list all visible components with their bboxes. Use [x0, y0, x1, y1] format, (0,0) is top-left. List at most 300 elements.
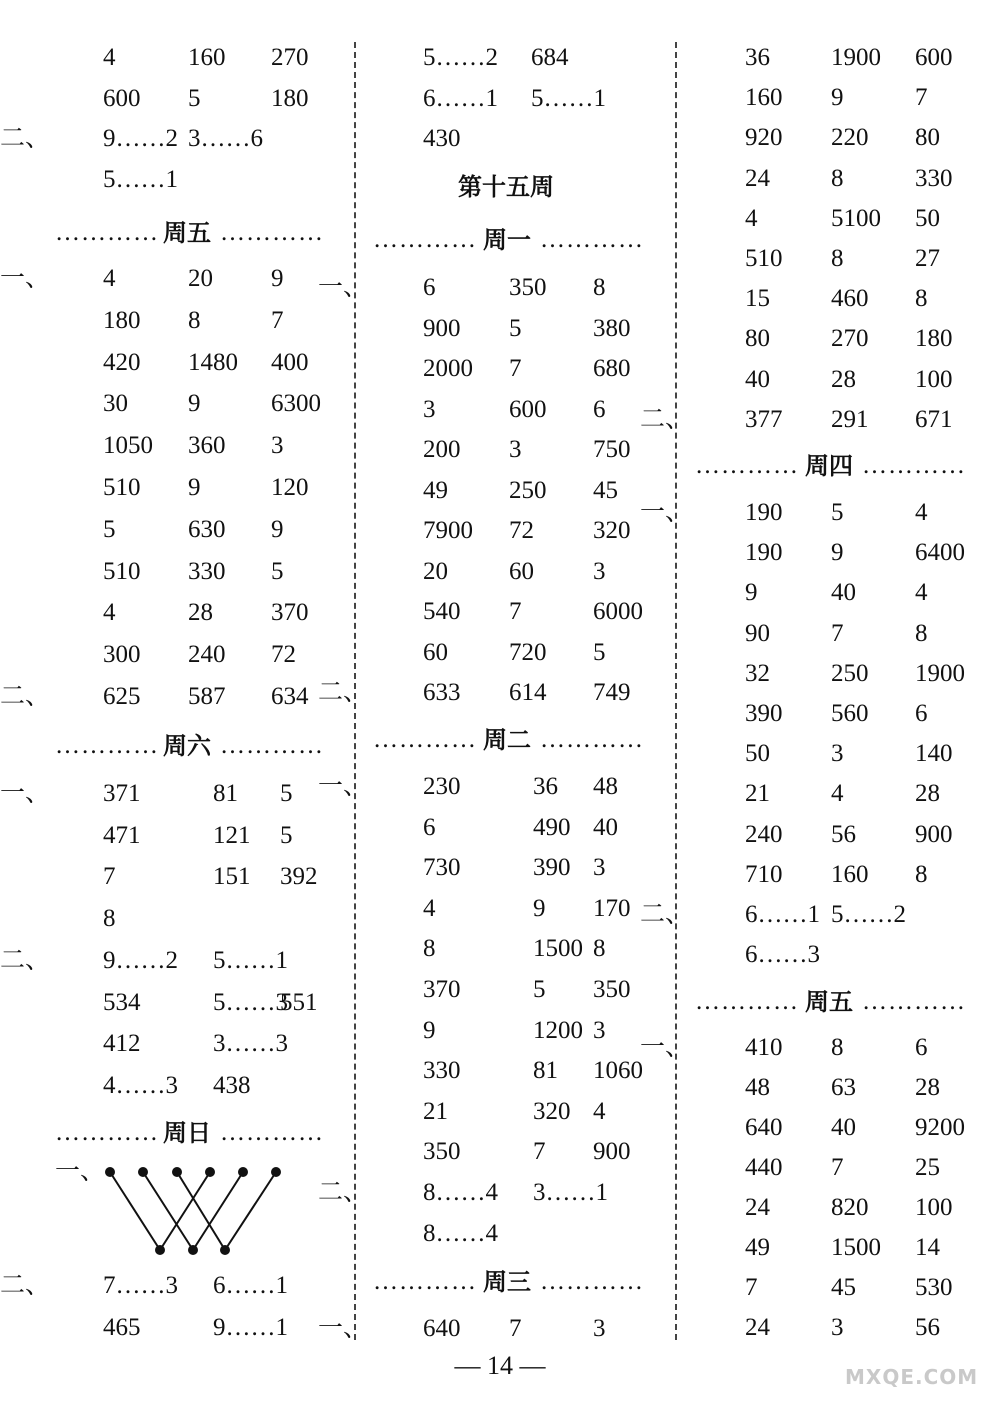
answer-value: 48: [593, 773, 618, 800]
answer-value: 270: [831, 325, 869, 353]
answer-value: 160: [188, 44, 226, 71]
answer-line: [0, 774, 335, 814]
answer-value: 60: [423, 638, 448, 666]
answer-value: 371: [103, 780, 141, 807]
answer-value: 100: [915, 1194, 953, 1221]
answer-value: 291: [831, 405, 869, 433]
question-number: 二、: [318, 679, 369, 706]
answer-value: 410: [745, 1034, 783, 1061]
answer-line: [695, 360, 975, 400]
answer-value: 40: [831, 579, 856, 607]
section-header-zhouyi: [373, 220, 651, 260]
answer-value: 40: [745, 365, 770, 393]
answer-line: [55, 160, 335, 200]
answer-value: 392: [280, 863, 318, 891]
answer-value: 6: [423, 274, 436, 301]
question-number: 一、: [640, 499, 691, 526]
answer-line: [0, 941, 335, 981]
answer-value: 7……3: [103, 1272, 178, 1299]
answer-line: [695, 319, 975, 359]
section-header-zhouri: [55, 1113, 330, 1153]
section-header-zhouwu: [55, 213, 330, 253]
question-number: 一、: [0, 780, 51, 807]
answer-line: [695, 815, 975, 855]
answer-value: 540: [423, 598, 461, 625]
answer-line: [695, 159, 975, 199]
answer-value: 9……1: [213, 1314, 288, 1341]
answer-value: 72: [271, 641, 296, 669]
answer-line: [0, 259, 335, 299]
answer-value: 3: [831, 1314, 844, 1341]
section-label: 周五: [163, 219, 211, 247]
answer-value: 390: [533, 854, 571, 882]
answer-value: 3: [593, 854, 606, 882]
answer-value: 370: [271, 599, 309, 627]
answer-value: 120: [271, 474, 309, 501]
answer-value: 9: [831, 84, 844, 112]
answer-value: 630: [188, 515, 226, 543]
answer-value: 230: [423, 773, 461, 800]
answer-line: [373, 592, 653, 632]
question-number: 一、: [0, 265, 51, 292]
answer-line: [373, 511, 653, 551]
answer-value: 3: [831, 740, 844, 768]
answer-value: 640: [745, 1114, 783, 1141]
answer-value: 240: [188, 641, 226, 669]
answer-value: 36: [745, 44, 770, 71]
answer-value: 6……3: [745, 941, 820, 969]
question-number: 二、: [0, 946, 51, 974]
answer-line: [373, 970, 653, 1010]
answer-value: 28: [831, 365, 856, 393]
answer-value: 190: [745, 539, 783, 567]
answer-value: 730: [423, 854, 461, 882]
answer-line: [373, 1132, 653, 1172]
answer-value: 14: [915, 1234, 940, 1261]
answer-line: [373, 848, 653, 888]
answer-value: 634: [271, 683, 309, 710]
answer-value: 20: [423, 557, 448, 585]
answer-value: 600: [103, 84, 141, 112]
answer-value: 7: [271, 306, 284, 334]
answer-value: 72: [509, 517, 534, 544]
answer-value: 3……3: [213, 1030, 288, 1058]
answer-value: 510: [103, 557, 141, 585]
answer-value: 400: [271, 348, 309, 376]
answer-line: [55, 983, 335, 1023]
leader-dots: …………: [55, 732, 159, 759]
answer-value: 3……6: [188, 125, 263, 152]
answer-value: 9: [831, 539, 844, 567]
answer-value: 6000: [593, 598, 643, 625]
answer-value: 9: [271, 265, 284, 292]
answer-value: 320: [593, 517, 631, 544]
answer-value: 510: [103, 474, 141, 501]
answer-line: [695, 1228, 975, 1268]
answer-value: 3……1: [533, 1179, 608, 1206]
answer-value: 27: [915, 245, 940, 272]
answer-value: 8: [915, 860, 928, 888]
answer-line: [695, 855, 975, 895]
answer-value: 4: [103, 599, 116, 627]
answer-line: [373, 349, 653, 389]
answer-value: 6300: [271, 390, 321, 418]
answer-value: 671: [915, 405, 953, 433]
answer-value: 9: [188, 390, 201, 418]
answer-value: 40: [831, 1114, 856, 1141]
answer-value: 170: [593, 894, 631, 922]
answer-value: 1050: [103, 432, 153, 460]
answer-value: 720: [509, 638, 547, 666]
answer-value: 3: [509, 436, 522, 463]
answer-value: 8……4: [423, 1179, 498, 1206]
matching-lines-diagram: [55, 1152, 330, 1262]
answer-line: [373, 1092, 653, 1132]
question-number: 一、: [640, 1034, 691, 1061]
answer-line: [695, 239, 975, 279]
answer-value: 190: [745, 499, 783, 526]
answer-line: [55, 468, 335, 508]
answer-line: [695, 774, 975, 814]
answer-value: 250: [509, 476, 547, 504]
answer-line: [373, 633, 653, 673]
answer-value: 5: [188, 84, 201, 112]
match-line: [110, 1172, 160, 1250]
answer-value: 9: [533, 894, 546, 922]
answer-value: 8: [188, 306, 201, 334]
answer-value: 5: [271, 557, 284, 585]
question-number: 二、: [640, 405, 691, 433]
leader-dots: …………: [373, 1268, 477, 1295]
answer-line: [55, 38, 335, 78]
answer-value: 9200: [915, 1114, 965, 1141]
question-number: 一、: [318, 773, 369, 800]
answer-value: 4: [915, 499, 928, 526]
answer-value: 465: [103, 1314, 141, 1341]
answer-value: 350: [509, 274, 547, 301]
answer-value: 8: [831, 1034, 844, 1061]
leader-dots: …………: [220, 219, 324, 246]
answer-value: 6……1: [745, 901, 820, 928]
answer-value: 9: [423, 1016, 436, 1044]
answer-value: 2000: [423, 355, 473, 382]
leader-dots: …………: [540, 226, 644, 253]
answer-line: [373, 1011, 653, 1051]
question-number: 二、: [640, 901, 691, 928]
answer-value: 3: [593, 1315, 606, 1342]
answer-value: 5: [831, 499, 844, 526]
answer-value: 121: [213, 821, 251, 849]
leader-dots: …………: [862, 452, 966, 479]
answer-value: 7: [509, 1315, 522, 1342]
answer-value: 1900: [915, 659, 965, 687]
answer-value: 56: [831, 820, 856, 848]
answer-line: [318, 1173, 653, 1213]
answer-value: 8: [831, 245, 844, 272]
answer-line: [373, 1051, 653, 1091]
answer-value: 25: [915, 1154, 940, 1181]
section-label: 周三: [483, 1268, 531, 1296]
answer-value: 5: [533, 976, 546, 1003]
answer-value: 100: [915, 365, 953, 393]
answer-value: 49: [423, 476, 448, 504]
answer-line: [373, 889, 653, 929]
section-label: 周五: [805, 988, 853, 1016]
answer-value: 5: [280, 821, 293, 849]
answer-value: 9: [271, 515, 284, 543]
answer-line: [373, 1214, 653, 1254]
answer-value: 438: [213, 1071, 251, 1099]
answer-value: 220: [831, 124, 869, 152]
leader-dots: …………: [695, 452, 799, 479]
answer-value: 6……1: [423, 84, 498, 112]
answer-line: [373, 430, 653, 470]
answer-line: [55, 816, 335, 856]
match-dot: [271, 1167, 281, 1177]
leader-dots: …………: [55, 1119, 159, 1146]
answer-line: [695, 1148, 975, 1188]
answer-value: 360: [188, 432, 226, 460]
answer-value: 4: [831, 780, 844, 808]
section-header-zhousan: [373, 1262, 651, 1302]
section-header-zhouer: [373, 720, 651, 760]
answer-value: 56: [915, 1314, 940, 1341]
answer-value: 7900: [423, 517, 473, 544]
answer-line: [55, 1024, 335, 1064]
answer-line: [640, 493, 975, 533]
answer-value: 1500: [533, 935, 583, 963]
answer-value: 151: [213, 863, 251, 891]
answer-value: 49: [745, 1234, 770, 1261]
answer-value: 3: [423, 395, 436, 423]
answer-line: [695, 734, 975, 774]
answer-line: [695, 614, 975, 654]
answer-value: 28: [188, 599, 213, 627]
answer-value: 8: [831, 164, 844, 192]
answer-value: 1060: [593, 1057, 643, 1085]
answer-value: 60: [509, 557, 534, 585]
answer-value: 330: [423, 1057, 461, 1085]
answer-line: [55, 510, 335, 550]
leader-dots: …………: [55, 219, 159, 246]
answer-value: 250: [831, 659, 869, 687]
answer-value: 5……1: [103, 165, 178, 193]
match-dot: [172, 1167, 182, 1177]
answer-value: 30: [103, 390, 128, 418]
answer-value: 90: [745, 619, 770, 647]
answer-value: 7: [509, 598, 522, 625]
answer-value: 6: [915, 700, 928, 727]
leader-dots: …………: [540, 726, 644, 753]
answer-value: 640: [423, 1315, 461, 1342]
answer-value: 21: [745, 780, 770, 808]
answer-value: 9: [745, 579, 758, 607]
section-label: 周一: [483, 226, 531, 254]
answer-value: 330: [188, 557, 226, 585]
answer-value: 200: [423, 436, 461, 463]
watermark: MXQE.COM: [845, 1365, 979, 1389]
answer-line: [318, 767, 653, 807]
answer-line: [695, 533, 975, 573]
answer-value: 6……1: [213, 1272, 288, 1299]
section-label: 周日: [163, 1119, 211, 1147]
answer-value: 8: [915, 619, 928, 647]
answer-line: [55, 343, 335, 383]
week-title: 第十五周: [458, 173, 554, 201]
answer-value: 15: [745, 285, 770, 313]
section-label: 周二: [483, 726, 531, 754]
answer-value: 534: [103, 988, 141, 1016]
answer-value: 5……2: [831, 901, 906, 928]
answer-value: 600: [509, 395, 547, 423]
answer-line: [373, 471, 653, 511]
answer-value: 28: [915, 780, 940, 808]
section-header-zhouwu: [695, 982, 975, 1022]
answer-value: 8: [593, 935, 606, 963]
answer-value: 63: [831, 1074, 856, 1101]
answer-value: 4: [103, 44, 116, 71]
answer-value: 28: [915, 1074, 940, 1101]
answer-value: 5……3: [213, 988, 288, 1016]
leader-dots: …………: [540, 1268, 644, 1295]
answer-value: 5: [103, 515, 116, 543]
leader-dots: …………: [373, 726, 477, 753]
answer-line: [55, 1066, 335, 1106]
match-dot: [220, 1245, 230, 1255]
match-dot: [238, 1167, 248, 1177]
answer-value: 32: [745, 659, 770, 687]
answer-line: [318, 268, 653, 308]
answer-value: 8: [423, 935, 436, 963]
answer-value: 9……2: [103, 125, 178, 152]
answer-value: 4: [915, 579, 928, 607]
question-number: 一、: [318, 274, 369, 301]
answer-value: 390: [745, 700, 783, 727]
question-number: 二、: [318, 1179, 369, 1206]
leader-dots: …………: [862, 988, 966, 1015]
answer-line: [695, 78, 975, 118]
answer-line: [55, 79, 335, 119]
answer-line: [373, 119, 653, 159]
answer-value: 4: [103, 265, 116, 292]
answer-value: 240: [745, 820, 783, 848]
answer-value: 920: [745, 124, 783, 152]
leader-dots: …………: [695, 988, 799, 1015]
answer-value: 370: [423, 976, 461, 1003]
answer-line: [373, 552, 653, 592]
answer-value: 50: [745, 740, 770, 768]
answer-line: [55, 384, 335, 424]
answer-value: 5: [280, 780, 293, 807]
answer-value: 614: [509, 679, 547, 706]
leader-dots: …………: [373, 226, 477, 253]
answer-value: 633: [423, 679, 461, 706]
match-line: [225, 1172, 276, 1250]
section-header-zhouliu: [55, 726, 330, 766]
section-label: 周四: [805, 452, 853, 480]
answer-value: 551: [280, 988, 318, 1016]
answer-value: 24: [745, 1194, 770, 1221]
section-label: 周六: [163, 732, 211, 760]
answer-value: 430: [423, 125, 461, 152]
match-dot: [188, 1245, 198, 1255]
answer-value: 5……1: [531, 84, 606, 112]
answer-value: 7: [533, 1138, 546, 1166]
answer-value: 490: [533, 813, 571, 841]
answer-value: 4……3: [103, 1071, 178, 1099]
answer-line: [695, 573, 975, 613]
answer-value: 6400: [915, 539, 965, 567]
answer-line: [55, 593, 335, 633]
answer-value: 5100: [831, 204, 881, 232]
answer-value: 81: [213, 780, 238, 807]
answer-value: 710: [745, 860, 783, 888]
answer-value: 24: [745, 1314, 770, 1341]
answer-value: 820: [831, 1194, 869, 1221]
answer-value: 749: [593, 679, 631, 706]
answer-line: [55, 899, 335, 939]
answer-value: 80: [915, 124, 940, 152]
answer-line: [55, 635, 335, 675]
answer-line: [640, 400, 975, 440]
question-number: 二、: [0, 125, 51, 152]
match-dot: [155, 1245, 165, 1255]
answer-line: [0, 1266, 335, 1306]
answer-value: 160: [745, 84, 783, 112]
question-number: 一、: [55, 1158, 106, 1185]
answer-value: 5: [509, 314, 522, 342]
answer-value: 4: [423, 894, 436, 922]
answer-line: [695, 694, 975, 734]
answer-line: [695, 199, 975, 239]
answer-value: 7: [915, 84, 928, 112]
answer-line: [695, 1308, 975, 1348]
answer-value: 9: [188, 474, 201, 501]
answer-line: [55, 552, 335, 592]
answer-value: 600: [915, 44, 953, 71]
answer-line: [695, 1108, 975, 1148]
answer-value: 21: [423, 1097, 448, 1125]
answer-value: 4: [593, 1097, 606, 1125]
question-number: 二、: [0, 1272, 51, 1299]
answer-line: [55, 857, 335, 897]
matching-answer: [55, 1152, 330, 1262]
question-number: 一、: [318, 1315, 369, 1342]
answer-value: 460: [831, 285, 869, 313]
answer-value: 7: [831, 619, 844, 647]
answer-value: 900: [423, 314, 461, 342]
answer-line: [640, 1028, 975, 1068]
answer-value: 7: [745, 1274, 758, 1301]
answer-line: [373, 390, 653, 430]
answer-value: 36: [533, 773, 558, 800]
answer-line: [695, 1068, 975, 1108]
answer-value: 900: [593, 1138, 631, 1166]
answer-value: 350: [593, 976, 631, 1003]
match-dot: [205, 1167, 215, 1177]
answer-value: 48: [745, 1074, 770, 1101]
answer-line: [55, 426, 335, 466]
answer-value: 180: [103, 306, 141, 334]
answer-line: [695, 1268, 975, 1308]
answer-line: [373, 929, 653, 969]
answer-value: 380: [593, 314, 631, 342]
match-dot: [105, 1167, 115, 1177]
answer-value: 1500: [831, 1234, 881, 1261]
answer-value: 1480: [188, 348, 238, 376]
answer-value: 3: [593, 1016, 606, 1044]
answer-value: 300: [103, 641, 141, 669]
